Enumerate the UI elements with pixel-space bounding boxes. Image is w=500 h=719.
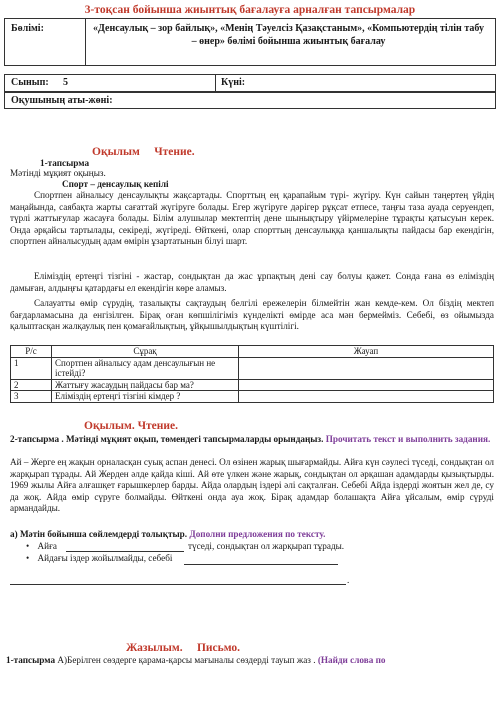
table-cell-answer[interactable] (239, 357, 494, 379)
banner-title: 3-тоқсан бойынша жиынтық бағалауға арналған тапсырмалар (84, 4, 416, 16)
reading2-task-text: 2-тапсырма . Мәтінді мұқият оқып, төмендегі тапсырмаларды орындаңыз. (10, 434, 324, 444)
section-value: «Денсаулық – зор байлық», «Менің Тәуелсіз Қазақстаным», «Компьютердің тілін табу – өнер» бөлімі бойынша жиынтық бағалау (93, 23, 484, 47)
bullet-1-end: түседі, сондықтан ол жарқырап тұрады. (188, 541, 345, 551)
table-cell-question: Спортпен айналысу адам денсаулығын не істейді? (52, 357, 239, 379)
reading1-text-title: Спорт – денсаулық кепілі (62, 179, 169, 189)
table-row (11, 357, 494, 379)
header-class-row (4, 74, 496, 92)
reading2-task-ru: Прочитать текст и выполнить задания. (325, 434, 491, 444)
reading1-paragraph-2: Еліміздің ертеңгі тізгіні - жастар, сондықтан да жас ұрпақтың дені сау болуы қажет. Сонда ғана өз еліміздің дамыған, алдыңғы қатардағы ел екендігін көре аламыз. (10, 271, 494, 293)
answer-blank-1[interactable] (66, 551, 184, 552)
header-student-row (4, 92, 496, 109)
section-label: Бөлімі: (11, 23, 44, 34)
class-label: Сынып: (11, 77, 49, 88)
header-section-row (4, 18, 496, 66)
reading1-paragraph-1: Спортпен айналысу денсаулықты жақсартады. Спорттың ең қарапайым түрі- жүгіру. Күн сайын таңертең үйдің маңайында, саябақта жарты сағаттай жүгіруге болады. Егер жүгіруге дәрігер рұқсат етпесе, таңғы таза ауада серуендеп, түрлі жаттығулар жасауға болады. Білім алушылар мектептің дене шынықтыру үйірмелеріне тұрақты қатысуын керек. Онда әрқайсы тартылады, секіреді, жүгіреді. Өйткені, олар спорттың денсаулыққа қаншалықты пайдасы бар екендігін, спортпен айналысудың адам өмірін ұзартатынын білуі шарт. (10, 190, 494, 246)
reading2-task (10, 434, 494, 445)
answer-blank-2[interactable] (184, 564, 338, 565)
table-cell-question: Жаттығу жасаудың пайдасы бар ма? (52, 379, 239, 391)
answer-line-3[interactable] (10, 584, 346, 585)
bullet-item-1 (26, 541, 57, 551)
questions-table (10, 345, 494, 403)
reading1-instruction: Мәтінді мұқият оқыңыз. (10, 168, 106, 178)
answer-line-trail: . (347, 575, 350, 585)
writing-title: Жазылым. Письмо. (126, 642, 241, 654)
header-divider (85, 19, 86, 65)
subtask-a-text: а) Мәтін бойынша сөйлемдерді толықтыр. (10, 529, 188, 539)
day-label: Күні: (221, 77, 246, 88)
reading2-paragraph: Ай – Жерге ең жақын орналасқан суық аспан денесі. Ол өзінен жарық шығармайды. Айға күн сәулесі түседі, сондықтан ол жарқырап тұрады. Ай Жерден әлде қайда кіші. Ай өте үлкен және жарық, сондықтан ол әрқашан адамдарды қызықтырды. 1969 жылы Айға алғашқет ғарышкерлер барды. Айда олардың іздері әлі сақталған. Себебі Айда іздерді жоятын жел де, су да жоқ. Айда өмір сүруге болмайды. Өйткені онда ауа жоқ. Бірақ адамдар болашақта Айға ұйсалым, өмір сүруді армандайды. (10, 457, 494, 513)
writing-task (6, 655, 496, 666)
table-cell-question: Еліміздің ертеңгі тізгіні кімдер ? (52, 391, 239, 403)
subtask-a-ru: Дополни предложения по тексту. (189, 529, 326, 539)
table-header-cell: Сұрақ (52, 346, 239, 358)
table-header-cell: Жауап (239, 346, 494, 358)
table-row (11, 379, 494, 391)
bullet-dot-icon: • (26, 541, 30, 551)
student-label: Оқушының аты-жөні: (11, 95, 113, 106)
writing-task-label: 1-тапсырма (6, 655, 56, 665)
reading1-paragraph-3: Салауатты өмір сүрудің, тазалықты сақтаудың белгілі ережелерін білмейтін жан кемде-кем. Ол біздің мектеп бағдарламасына да енгізілген. Бірақ оған көпшілігіміз күнделікті өмірде аса мән бермейміз. Себебі, өз ойымызда қалыптасқан жалқаулық пен қомағайлықтың, ұйқышылдықтың күштілігі. (10, 298, 494, 331)
table-cell-answer[interactable] (239, 379, 494, 391)
bullet-item-2 (26, 553, 172, 563)
table-cell-answer[interactable] (239, 391, 494, 403)
table-header-row (11, 346, 494, 358)
bullet-dot-icon: • (26, 553, 30, 563)
table-cell-number: 2 (11, 379, 52, 391)
reading2-title: Оқылым. Чтение. (84, 420, 178, 432)
header-divider (215, 75, 216, 91)
table-cell-number: 3 (11, 391, 52, 403)
worksheet-page (4, 2, 496, 717)
subtask-a (10, 529, 494, 540)
bullet-2-start: Айдағы іздер жойылмайды, себебі (37, 553, 173, 563)
reading1-title: Оқылым Чтение. (92, 146, 195, 158)
writing-task-ru: (Найди слова по (317, 655, 386, 665)
writing-task-text: А)Берілген сөздерге қарама-қарсы мағыналы сөздерді тауып жаз . (57, 655, 316, 665)
class-value: 5 (63, 77, 68, 88)
table-row (11, 391, 494, 403)
reading1-task: 1-тапсырма (40, 158, 90, 168)
table-header-cell: Р/с (11, 346, 52, 358)
table-cell-number: 1 (11, 357, 52, 379)
bullet-1-start: Айға (37, 541, 57, 551)
